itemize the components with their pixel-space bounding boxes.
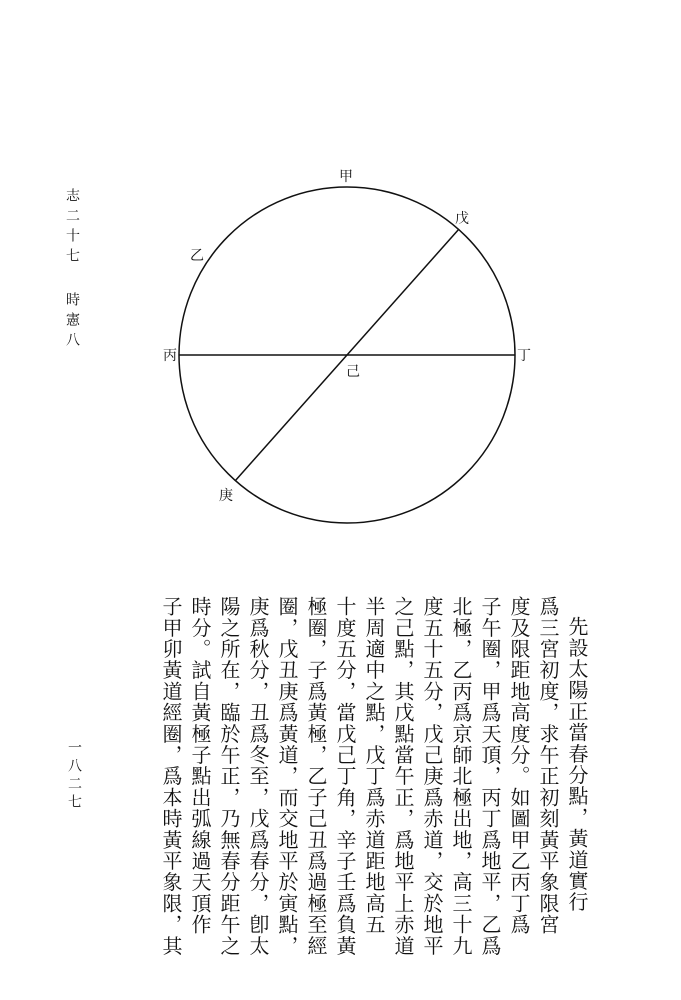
- text-column: 半周適中之點，戊丁爲赤道距地高五: [362, 596, 386, 936]
- text-column: 度及限距地高度分。如圖甲乙丙丁爲: [507, 596, 531, 936]
- label-yi: 乙: [190, 248, 204, 264]
- page-number: 一八二七: [66, 740, 82, 812]
- chapter-label: 志二十七: [64, 188, 80, 268]
- label-bing: 丙: [163, 348, 177, 364]
- text-column: 之己點，其戊點當午正，爲地平上赤道: [391, 596, 415, 957]
- label-wu: 戊: [455, 211, 469, 227]
- text-column: 時分。試自黃極子點出弧線過天頂作: [188, 596, 212, 936]
- section-label: 時憲八: [64, 292, 80, 352]
- text-column: 先設太陽正當春分點，黃道實行: [565, 616, 589, 913]
- text-column: 極圈，子爲黃極，乙子己丑爲過極至經: [304, 596, 328, 957]
- text-column: 爲三宮初度，求午正初刻黃平象限宮: [536, 596, 560, 936]
- text-column: 十度五分，當戊己丁角，辛子壬爲負黃: [333, 596, 357, 957]
- text-column: 子午圈，甲爲天頂，丙丁爲地平，乙爲: [478, 596, 502, 957]
- text-column: 庚爲秋分，丑爲冬至，戊爲春分，卽太: [246, 596, 270, 957]
- label-ji: 己: [346, 364, 360, 380]
- text-column: 圈，戊丑庚爲黃道，而交地平於寅點，: [275, 596, 299, 957]
- text-column: 子甲卯黃道經圈，爲本時黃平象限，其: [159, 596, 183, 957]
- label-ding: 丁: [517, 348, 531, 364]
- label-jia: 甲: [339, 169, 353, 185]
- text-column: 陽之所在，臨於午正，乃無春分距午之: [217, 596, 241, 957]
- text-column: 度五十五分，戊己庚爲赤道，交於地平: [420, 596, 444, 957]
- label-geng: 庚: [219, 488, 233, 504]
- text-column: 北極，乙丙爲京師北極出地，高三十九: [449, 596, 473, 957]
